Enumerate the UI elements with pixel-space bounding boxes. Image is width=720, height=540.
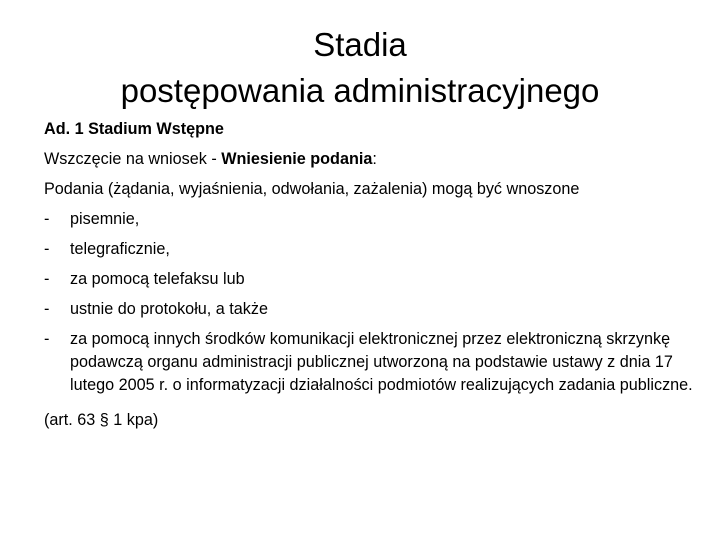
bullet-marker: -: [44, 270, 50, 288]
slide-title-line-2: postępowania administracyjnego: [120, 72, 600, 109]
list-item-text: ustnie do protokołu, a także: [70, 300, 268, 318]
list-item: [44, 324, 694, 397]
bullet-marker: -: [44, 240, 50, 258]
slide-content: [44, 114, 694, 435]
intro-text: Podania (żądania, wyjaśnienia, odwołania, zażalenia) mogą być wnoszone: [44, 180, 580, 198]
list-item: [44, 234, 694, 264]
slide-title: [0, 22, 720, 114]
list-item-text: za pomocą innych środków komunikacji elektronicznej przez elektroniczną skrzynkę podawczą organu administracji publicznej utworzoną na podstawie ustawy z dnia 17 lutego 2005 r. o informatyzacji działalności podmiotów realizujących zadania publiczne.: [70, 330, 693, 394]
initiation-line: [44, 144, 694, 174]
list-item: [44, 204, 694, 234]
list-item: [44, 264, 694, 294]
section-heading: Ad. 1 Stadium Wstępne: [44, 120, 224, 138]
initiation-bold-text: Wniesienie podania: [221, 150, 373, 168]
bullet-marker: -: [44, 300, 50, 318]
slide-title-line-1: Stadia: [313, 26, 407, 63]
bullet-list: [44, 204, 694, 397]
legal-reference: (art. 63 § 1 kpa): [44, 411, 159, 429]
list-item: [44, 294, 694, 324]
bullet-marker: -: [44, 330, 50, 348]
list-item-text: pisemnie,: [70, 210, 140, 228]
list-item-text: telegraficznie,: [70, 240, 170, 258]
initiation-suffix: :: [372, 150, 377, 168]
list-item-text: za pomocą telefaksu lub: [70, 270, 245, 288]
bullet-marker: -: [44, 210, 50, 228]
initiation-prefix: Wszczęcie na wniosek -: [44, 150, 222, 168]
